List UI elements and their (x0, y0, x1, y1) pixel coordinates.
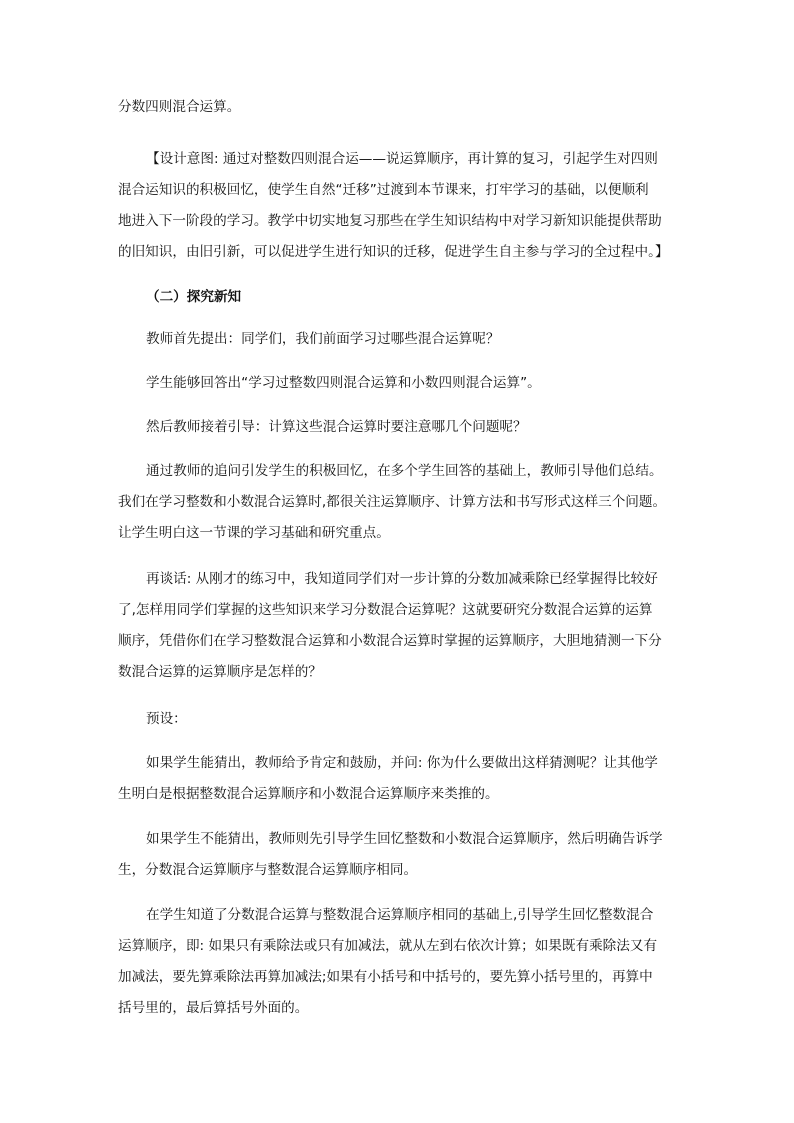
text-line: 括号里的，最后算括号外面的。 (118, 1000, 309, 1016)
text-line: 如果学生能猜出，教师给予肯定和鼓励，并问: 你为什么要做出这样猜测呢？让其他学 (146, 755, 658, 771)
section-heading (118, 282, 678, 313)
paragraph-case-can-guess (118, 748, 678, 810)
paragraph-recall-summary (118, 456, 678, 549)
paragraph-talk-again (118, 564, 678, 688)
text-line: 混合运知识的积极回忆，使学生自然“迁移”过渡到本节课来，打牢学习的基础，以便顺利 (118, 182, 649, 198)
text-line: 生明白是根据整数混合运算顺序和小数混合运算顺序来类推的。 (118, 786, 499, 802)
text-line: 顺序，凭借你们在学习整数混合运算和小数混合运算时掌握的运算顺序，大胆地猜测一下分 (118, 633, 662, 649)
paragraph-preset (118, 704, 678, 735)
text-line: 了,怎样用同学们掌握的这些知识来学习分数混合运算呢？这就要研究分数混合运算的运算 (118, 602, 653, 618)
paragraph-teacher-guide (118, 412, 678, 443)
text-line: 学生能够回答出“学习过整数四则混合运算和小数四则混合运算”。 (146, 375, 541, 391)
text-line: 教师首先提出：同学们，我们前面学习过哪些混合运算呢？ (146, 331, 500, 347)
text-line: 预设： (146, 711, 187, 727)
paragraph-design-intent (118, 144, 678, 268)
text-line: 生，分数混合运算顺序与整数混合运算顺序相同。 (118, 862, 418, 878)
paragraph-student-answer (118, 368, 678, 399)
text-line: 加减法，要先算乘除法再算加减法;如果有小括号和中括号的，要先算小括号里的，再算中 (118, 969, 653, 985)
section-heading-text: （二）探究新知 (146, 289, 242, 305)
paragraph-case-cannot-guess (118, 824, 678, 886)
text-line: 通过教师的追问引发学生的积极回忆，在多个学生回答的基础上，教师引导他们总结。 (146, 463, 663, 479)
text-line: 运算顺序，即: 如果只有乘除法或只有加减法，就从左到右依次计算；如果既有乘除法又有 (118, 938, 658, 954)
text-line: 的旧知识，由旧引新，可以促进学生进行知识的迁移，促进学生自主参与学习的全过程中。】 (118, 244, 669, 260)
text-line: 数混合运算的运算顺序是怎样的？ (118, 664, 322, 680)
text-line: 让学生明白这一节课的学习基础和研究重点。 (118, 525, 390, 541)
text-line: 分数四则混合运算。 (118, 99, 241, 115)
text-line: 【设计意图: 通过对整数四则混合运——说运算顺序，再计算的复习，引起学生对四则 (146, 151, 658, 167)
text-line: 然后教师接着引导：计算这些混合运算时要注意哪几个问题呢？ (146, 419, 527, 435)
paragraph-intro-tail (118, 92, 678, 123)
text-line: 地进入下一阶段的学习。教学中切实地复习那些在学生知识结构中对学习新知识能提供帮助 (118, 213, 662, 229)
paragraph-teacher-question (118, 324, 678, 355)
paragraph-operation-order (118, 900, 678, 1024)
text-line: 我们在学习整数和小数混合运算时,都很关注运算顺序、计算方法和书写形式这样三个问题。 (118, 494, 667, 510)
text-line: 在学生知道了分数混合运算与整数混合运算顺序相同的基础上,引导学生回忆整数混合 (146, 907, 654, 923)
text-line: 如果学生不能猜出，教师则先引导学生回忆整数和小数混合运算顺序，然后明确告诉学 (146, 831, 663, 847)
text-line: 再谈话: 从刚才的练习中，我知道同学们对一步计算的分数加减乘除已经掌握得比较好 (146, 571, 658, 587)
